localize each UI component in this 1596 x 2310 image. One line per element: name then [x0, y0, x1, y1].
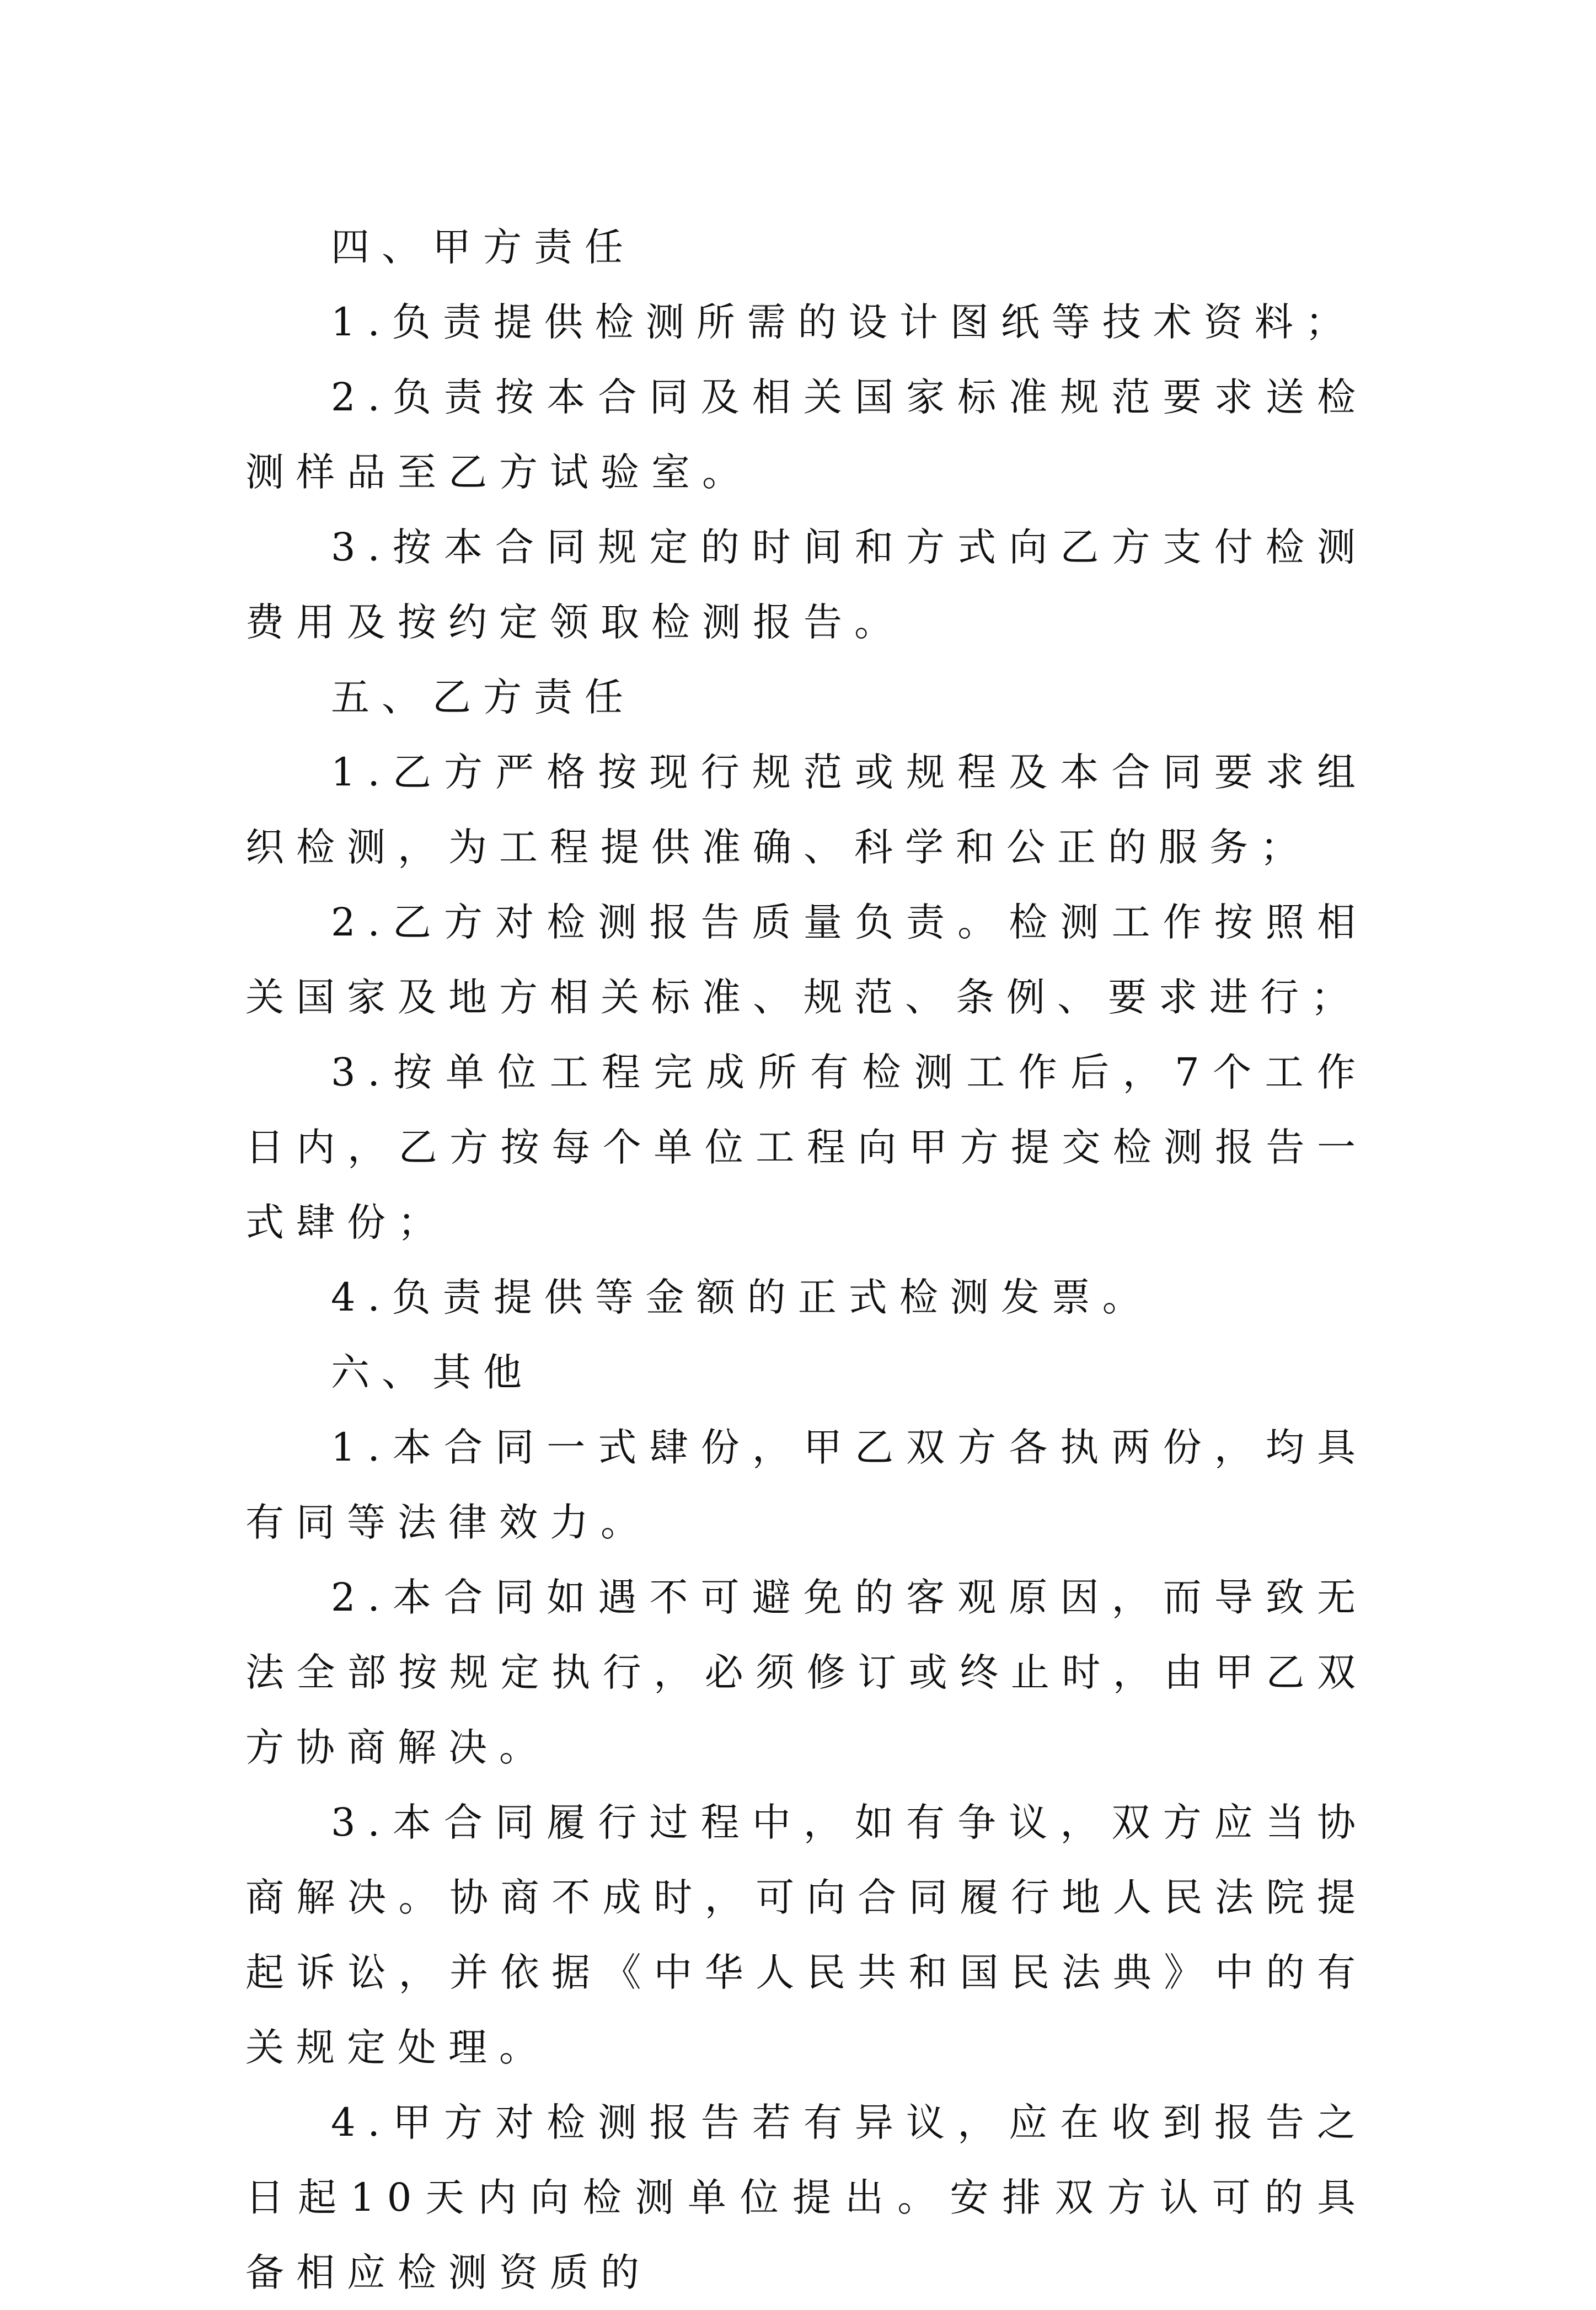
paragraph-party-a-item-3: 3.按本合同规定的时间和方式向乙方支付检测费用及按约定领取检测报告。: [245, 525, 1368, 645]
paragraph-party-b-item-4: 4.负责提供等金额的正式检测发票。: [331, 1275, 1153, 1320]
paragraph-others-item-4: 4.甲方对检测报告若有异议，应在收到报告之日起10天内向检测单位提出。安排双方认可的具备相应检测资质的: [245, 2100, 1368, 2295]
paragraph-party-a-item-2: 2.负责按本合同及相关国家标准规范要求送检测样品至乙方试验室。: [245, 375, 1368, 495]
paragraph-party-b-item-3: 3.按单位工程完成所有检测工作后，7个工作日内，乙方按每个单位工程向甲方提交检测报告一式肆份；: [245, 1050, 1368, 1245]
section-heading-party-a-responsibilities: 四、甲方责任: [331, 224, 635, 270]
paragraph-party-a-item-1: 1.负责提供检测所需的设计图纸等技术资料；: [331, 300, 1356, 345]
paragraph-party-b-item-1: 1.乙方严格按现行规范或规程及本合同要求组织检测，为工程提供准确、科学和公正的服务；: [245, 750, 1368, 870]
document-page: [245, 210, 1368, 2310]
paragraph-others-item-3: 3.本合同履行过程中，如有争议，双方应当协商解决。协商不成时，可向合同履行地人民法院提起诉讼，并依据《中华人民共和国民法典》中的有关规定处理。: [245, 1800, 1368, 2070]
paragraph-party-b-item-2: 2.乙方对检测报告质量负责。检测工作按照相关国家及地方相关标准、规范、条例、要求进行；: [245, 900, 1368, 1020]
section-heading-party-b-responsibilities: 五、乙方责任: [331, 675, 635, 720]
section-heading-others: 六、其他: [331, 1350, 534, 1395]
paragraph-others-item-1: 1.本合同一式肆份，甲乙双方各执两份，均具有同等法律效力。: [245, 1425, 1368, 1545]
paragraph-others-item-2: 2.本合同如遇不可避免的客观原因，而导致无法全部按规定执行，必须修订或终止时，由甲乙双方协商解决。: [245, 1575, 1368, 1770]
